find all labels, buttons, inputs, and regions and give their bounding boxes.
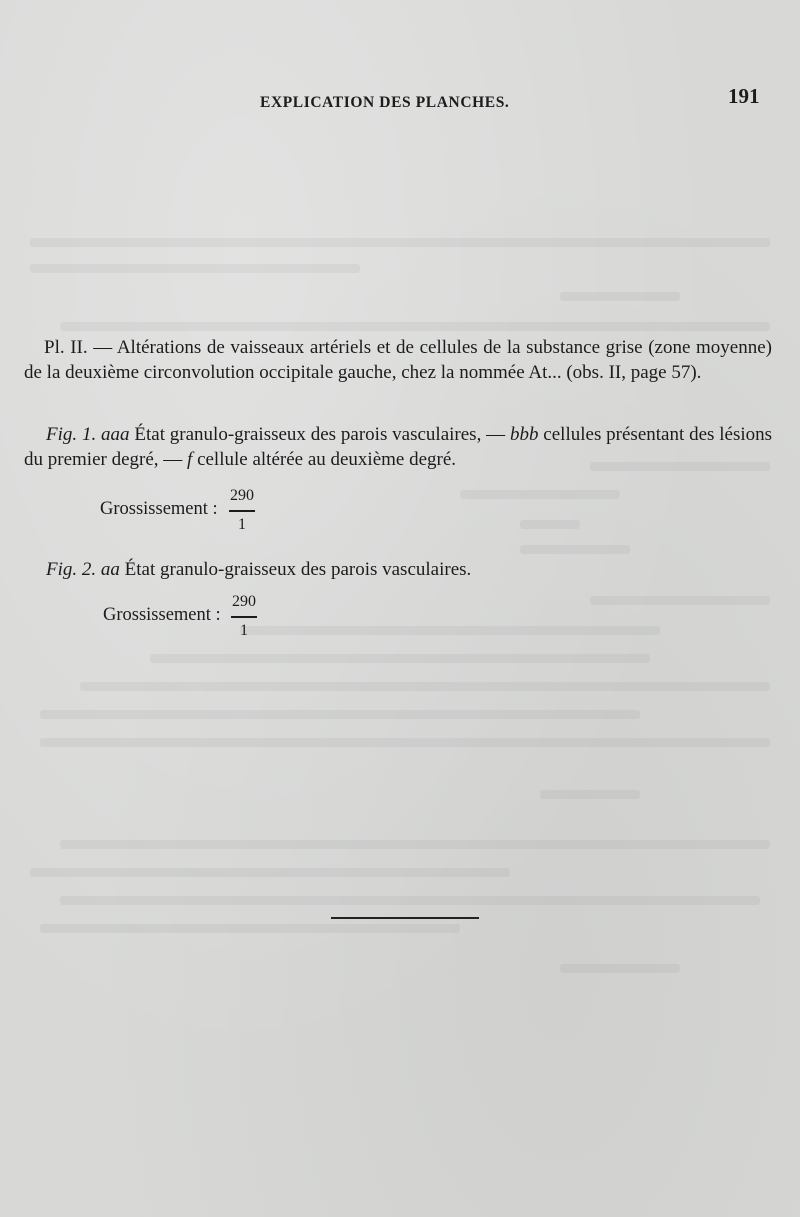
magnification-fraction xyxy=(224,592,264,641)
magnification-numerator: 290 xyxy=(230,487,254,504)
fraction-bar xyxy=(229,510,255,512)
magnification-label: Grossissement : xyxy=(100,499,218,519)
figure-1-item-3-text: cellule altérée au deuxième degré. xyxy=(192,449,457,470)
figure-1-magnification xyxy=(100,486,300,546)
magnification-label: Grossissement : xyxy=(103,605,221,625)
figure-2-item-1-letters: aa xyxy=(100,559,120,580)
figure-1-caption xyxy=(24,422,772,472)
magnification-denominator: 1 xyxy=(240,621,248,639)
magnification-denominator: 1 xyxy=(238,515,246,533)
figure-1-label: Fig. 1. xyxy=(46,424,97,445)
end-rule xyxy=(331,917,479,919)
figure-2-magnification xyxy=(103,592,303,652)
figure-2-item-1-text: État granulo-graisseux des parois vasculaires. xyxy=(119,559,472,580)
magnification-fraction xyxy=(222,486,262,535)
figure-2-caption xyxy=(24,557,772,582)
fraction-bar xyxy=(231,616,257,618)
figure-1-item-1-letters: aaa xyxy=(101,424,130,445)
running-title: EXPLICATION DES PLANCHES. xyxy=(260,94,510,111)
page-number: 191 xyxy=(728,84,760,108)
figure-1-item-3-letters: f xyxy=(187,449,193,470)
figure-1-item-1-text: État granulo-graisseux des parois vasculaires, — xyxy=(129,424,510,445)
plate-caption: Pl. II. — Altérations de vaisseaux artériels et de cellules de la substance grise (zone moyenne) de la deuxième circonvolution occipitale gauche, chez la nommée At... (obs. II, page 57). xyxy=(24,337,772,383)
figure-1-item-2-letters: bbb xyxy=(509,424,539,445)
figure-2-label: Fig. 2. xyxy=(46,559,97,580)
magnification-numerator: 290 xyxy=(232,593,256,610)
figure-1-item-2-text: cellules présentant des lésions du premier degré, — xyxy=(24,424,773,470)
